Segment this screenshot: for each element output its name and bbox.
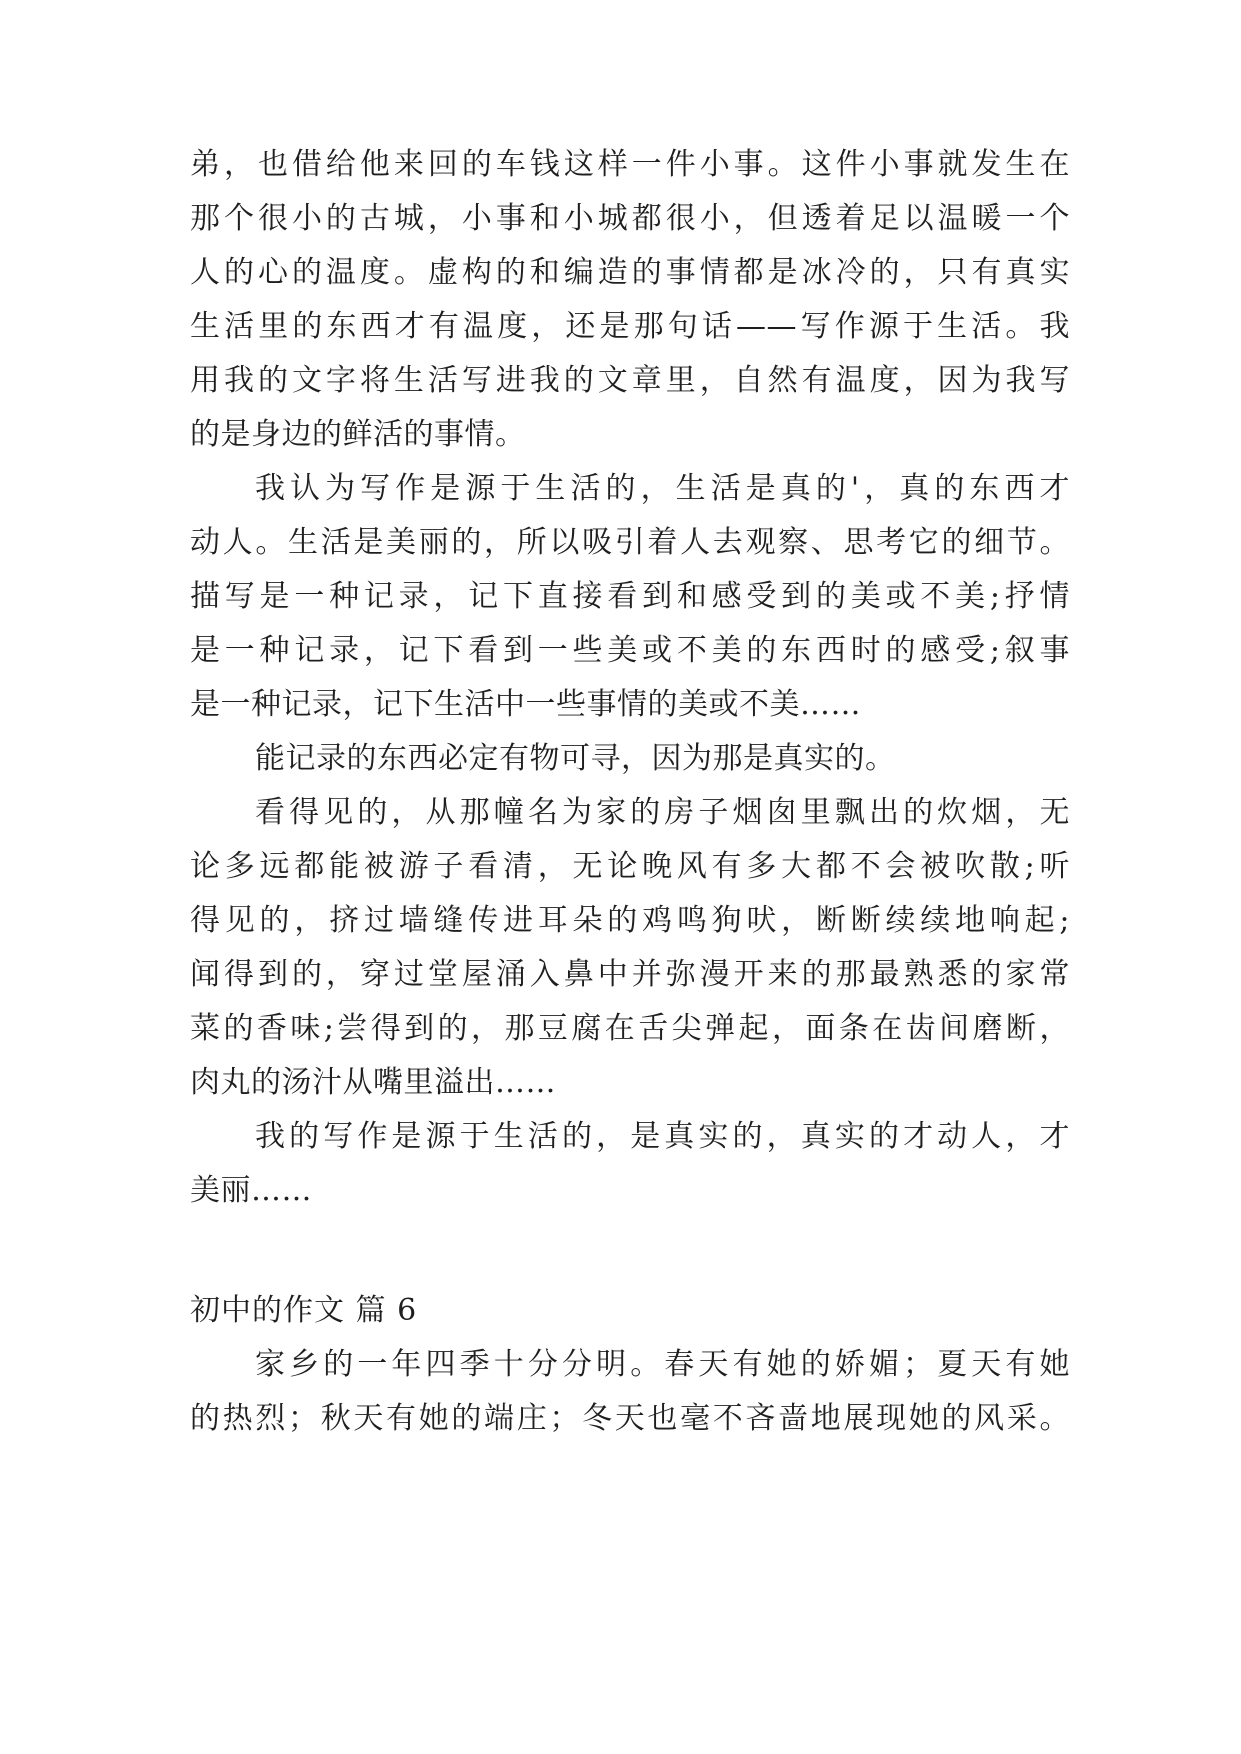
paragraph-first-line: 家乡的一年四季十分分明。春天有她的娇媚；夏天有她 <box>255 1347 1070 1382</box>
paragraph-first-line: 我认为写作是源于生活的，生活是真的'，真的东西才 <box>255 471 1070 506</box>
text-line: 的热烈；秋天有她的端庄；冬天也毫不吝啬地展现她的风采。 <box>190 1401 1070 1436</box>
text-line: 肉丸的汤汁从嘴里溢出…… <box>190 1065 556 1100</box>
text-line: 的是身边的鲜活的事情。 <box>190 417 526 452</box>
section-heading: 初中的作文 篇 6 <box>190 1293 418 1328</box>
text-line: 人的心的温度。虚构的和编造的事情都是冰冷的，只有真实 <box>190 255 1070 290</box>
text-line: 那个很小的古城，小事和小城都很小，但透着足以温暖一个 <box>190 201 1070 236</box>
text-line: 菜的香味;尝得到的，那豆腐在舌尖弹起，面条在齿间磨断， <box>190 1011 1070 1046</box>
text-line: 动人。生活是美丽的，所以吸引着人去观察、思考它的细节。 <box>190 525 1070 560</box>
paragraph-first-line: 看得见的，从那幢名为家的房子烟囱里飘出的炊烟，无 <box>255 795 1070 830</box>
text-line: 生活里的东西才有温度，还是那句话——写作源于生活。我 <box>190 309 1070 344</box>
text-line: 弟，也借给他来回的车钱这样一件小事。这件小事就发生在 <box>190 147 1070 182</box>
text-line: 是一种记录，记下生活中一些事情的美或不美…… <box>190 687 861 722</box>
text-line: 描写是一种记录，记下直接看到和感受到的美或不美;抒情 <box>190 579 1070 614</box>
text-line: 用我的文字将生活写进我的文章里，自然有温度，因为我写 <box>190 363 1070 398</box>
text-line: 是一种记录，记下看到一些美或不美的东西时的感受;叙事 <box>190 633 1070 668</box>
paragraph-first-line: 能记录的东西必定有物可寻，因为那是真实的。 <box>255 741 896 776</box>
text-line: 美丽…… <box>190 1173 312 1208</box>
text-line: 得见的，挤过墙缝传进耳朵的鸡鸣狗吠，断断续续地响起; <box>190 903 1070 938</box>
text-line: 闻得到的，穿过堂屋涌入鼻中并弥漫开来的那最熟悉的家常 <box>190 957 1070 992</box>
paragraph-first-line: 我的写作是源于生活的，是真实的，真实的才动人，才 <box>255 1119 1070 1154</box>
text-line: 论多远都能被游子看清，无论晚风有多大都不会被吹散;听 <box>190 849 1070 884</box>
